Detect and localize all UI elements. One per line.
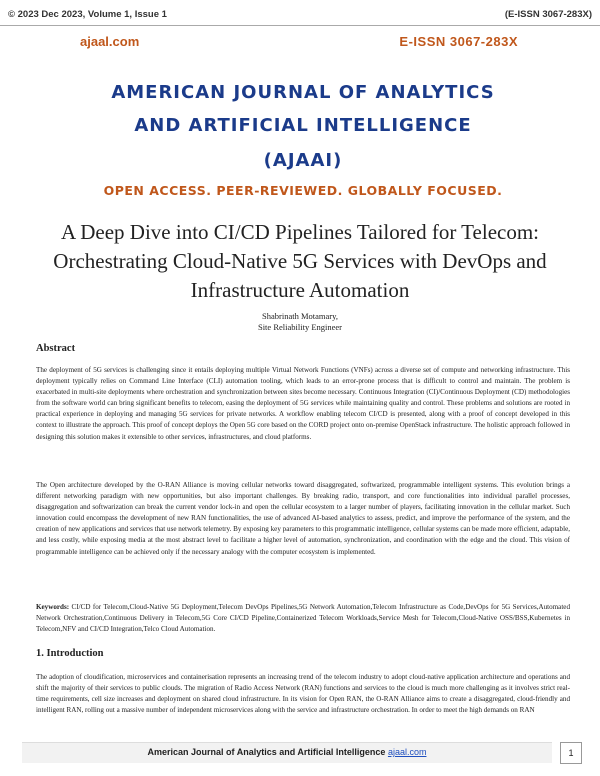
page-footer — [22, 742, 552, 763]
keywords-list: CI/CD for Telecom,Cloud-Native 5G Deployment,Telecom DevOps Pipelines,5G Network Automation,Telecom Infrastructure as Code,DevOps for 5G Services,Automated Network Orchestration,Continuous Delivery in Telecom,5G Core CI/CD Pipeline,Containerized Telecom Workloads,Service Mesh for Telecom,Cloud-Native OSS/BSS,Kubernetes in Telecom,NFV and CI/CD Integration,Telco Cloud Automation. — [36, 603, 570, 634]
journal-title-line-2: AND ARTIFICIAL INTELLIGENCE — [134, 115, 472, 136]
journal-tagline: OPEN ACCESS. PEER-REVIEWED. GLOBALLY FOCUSED. — [103, 183, 503, 198]
author-name: Shabrinath Motamary, — [262, 311, 338, 321]
journal-site-link[interactable]: ajaal.com — [80, 34, 140, 49]
introduction-heading: 1. Introduction — [36, 648, 104, 659]
footer-journal-name: American Journal of Analytics and Artificial Intelligence — [147, 747, 386, 757]
author-block — [0, 311, 600, 333]
journal-title-line-1: AMERICAN JOURNAL OF ANALYTICS — [111, 82, 495, 103]
journal-title-acronym: (AJAAI) — [263, 150, 343, 171]
abstract-paragraph-1: The deployment of 5G services is challenging since it entails deploying multiple Virtual Network Functions (VNFs) across a diverse set of compute and networking infrastructure. This deployment typically relies on Command Line Interface (CLI) automation tooling, which leads to an error-prone process that is difficult to control and maintain. The problem is exacerbated in multi-site deployments where orchestration and synchronization between sites become necessary. Continuous Integration (CI)/Continuous Deployment (CD) methodologies from the software world can bring significant benefits to telecom, easing the deployment of 5G services while maintaining quality and control. These problems and solutions are rooted in practical experience in deploying and managing 5G services for private networks. A workflow enabling telecom CI/CD is presented, along with a proof of concept developed in this context to illustrate the approach. This proof of concept deploys the Open 5G core based on the CORD project onto on-premise OpenStack infrastructure. The holistic approach followed in designing this solution makes it extensible to other services, infrastructures, and cloud platforms. — [36, 366, 570, 441]
introduction-paragraph-1: The adoption of cloudification, microservices and containerisation represents an increasing trend of the telecom industry to adopt cloud-native application architecture and operations and shift the majority of their services to public clouds. The migration of Radio Access Network (RAN) functions and services to the cloud is much more challenging as it involves strict real-time requirements, cell size increases and deployment on shared cloud infrastructure. In its vision for Open RAN, the O-RAN Alliance aims to create a disaggregated, cloud-friendly and intelligent RAN, rolling out a massive number of independent microservices along with the service and infrastructure orchestration. In order to meet the high demands on RAN — [36, 673, 570, 715]
journal-banner — [68, 30, 538, 200]
abstract-paragraph-2: The Open architecture developed by the O-RAN Alliance is moving cellular networks toward disaggregated, softwarized, programmable intelligent systems. This evolution brings a different networking paradigm with new opportunities, but also important challenges. By breaking radio, transport, and core functionalities into individual parallel processes, disaggregation and softwarization can break the current vendor lock-in and open the cellular ecosystem to a larger number of players, facilitating innovation in the cellular market. Such innovation could encompass the development of new RAN functionalities, the use of advanced AI-based analytics to assess, predict, and improve the performance of the system, and the creation of new applications and services that use network telemetry. By exposing key parameters to this programmatic intelligence, cellular systems can be made more efficient, adaptable, and less costly, while exposing media at the most abstract level to facilitate a higher level of automation, synchronization, and coordination with the edge and the cloud. This vision of programmable intelligence can be achieved only if the necessary analogy with the computer ecosystem is implemented. — [36, 481, 570, 556]
keywords-block — [36, 602, 570, 635]
volume-issue-text: © 2023 Dec 2023, Volume 1, Issue 1 — [8, 9, 167, 20]
keywords-label: Keywords: — [36, 603, 70, 611]
page-number: 1 — [560, 742, 582, 764]
header-issn-text: (E-ISSN 3067-283X) — [504, 9, 592, 20]
author-role: Site Reliability Engineer — [257, 322, 343, 332]
paper-title: A Deep Dive into CI/CD Pipelines Tailored for Telecom: Orchestrating Cloud-Native 5G Services with DevOps and Infrastructure Automation — [53, 220, 547, 302]
banner-issn: E-ISSN 3067-283X — [399, 34, 518, 49]
footer-site-link[interactable]: ajaal.com — [387, 747, 427, 757]
header-divider — [0, 25, 600, 26]
abstract-heading: Abstract — [36, 343, 76, 354]
